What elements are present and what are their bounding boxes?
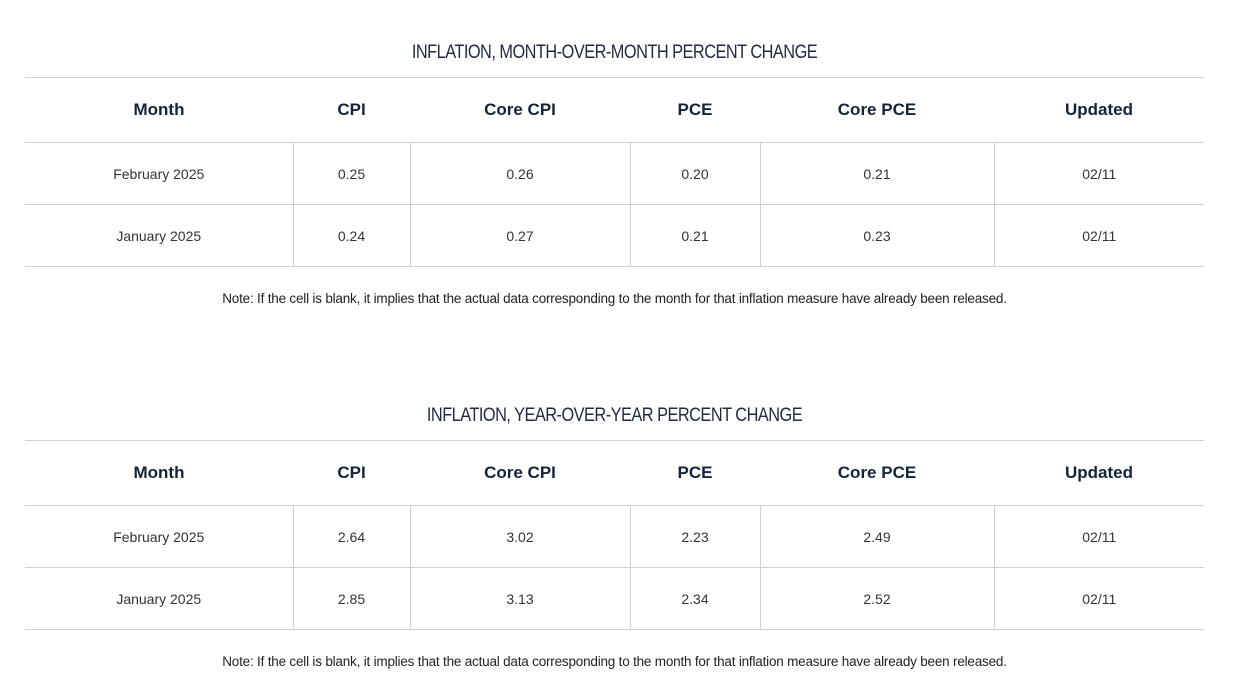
cell-updated: 02/11 — [994, 205, 1204, 267]
cell-core-cpi: 3.02 — [410, 506, 630, 568]
yoy-inflation-section — [25, 403, 1204, 669]
cell-core-cpi: 0.26 — [410, 143, 630, 205]
table-row — [25, 205, 1204, 267]
table-row — [25, 143, 1204, 205]
cell-updated: 02/11 — [994, 143, 1204, 205]
cell-month: January 2025 — [25, 568, 293, 630]
table-row — [25, 506, 1204, 568]
table-row — [25, 568, 1204, 630]
cell-pce: 0.20 — [630, 143, 760, 205]
header-cpi: CPI — [293, 78, 410, 143]
cell-cpi: 0.25 — [293, 143, 410, 205]
header-core-cpi: Core CPI — [410, 441, 630, 506]
mom-inflation-table — [25, 77, 1204, 267]
mom-table-note: Note: If the cell is blank, it implies that the actual data corresponding to the month for that inflation measure have already been released. — [222, 291, 1007, 306]
header-pce: PCE — [630, 441, 760, 506]
cell-pce: 0.21 — [630, 205, 760, 267]
header-core-cpi: Core CPI — [410, 78, 630, 143]
cell-core-cpi: 0.27 — [410, 205, 630, 267]
cell-core-pce: 2.49 — [760, 506, 994, 568]
header-core-pce: Core PCE — [760, 441, 994, 506]
cell-month: February 2025 — [25, 143, 293, 205]
cell-updated: 02/11 — [994, 506, 1204, 568]
cell-core-pce: 0.21 — [760, 143, 994, 205]
cell-core-pce: 0.23 — [760, 205, 994, 267]
header-pce: PCE — [630, 78, 760, 143]
yoy-table-note: Note: If the cell is blank, it implies that the actual data corresponding to the month for that inflation measure have already been released. — [222, 654, 1007, 669]
table-header-row — [25, 78, 1204, 143]
cell-core-pce: 2.52 — [760, 568, 994, 630]
yoy-table-title: INFLATION, YEAR-OVER-YEAR PERCENT CHANGE — [426, 405, 803, 426]
cell-month: February 2025 — [25, 506, 293, 568]
header-cpi: CPI — [293, 441, 410, 506]
header-updated: Updated — [994, 441, 1204, 506]
cell-pce: 2.34 — [630, 568, 760, 630]
cell-updated: 02/11 — [994, 568, 1204, 630]
cell-cpi: 2.64 — [293, 506, 410, 568]
yoy-inflation-table — [25, 440, 1204, 630]
cell-pce: 2.23 — [630, 506, 760, 568]
mom-table-title: INFLATION, MONTH-OVER-MONTH PERCENT CHANGE — [411, 42, 818, 63]
header-month: Month — [25, 78, 293, 143]
cell-core-cpi: 3.13 — [410, 568, 630, 630]
table-header-row — [25, 441, 1204, 506]
cell-cpi: 2.85 — [293, 568, 410, 630]
cell-month: January 2025 — [25, 205, 293, 267]
header-core-pce: Core PCE — [760, 78, 994, 143]
cell-cpi: 0.24 — [293, 205, 410, 267]
mom-inflation-section — [25, 40, 1204, 306]
header-updated: Updated — [994, 78, 1204, 143]
header-month: Month — [25, 441, 293, 506]
